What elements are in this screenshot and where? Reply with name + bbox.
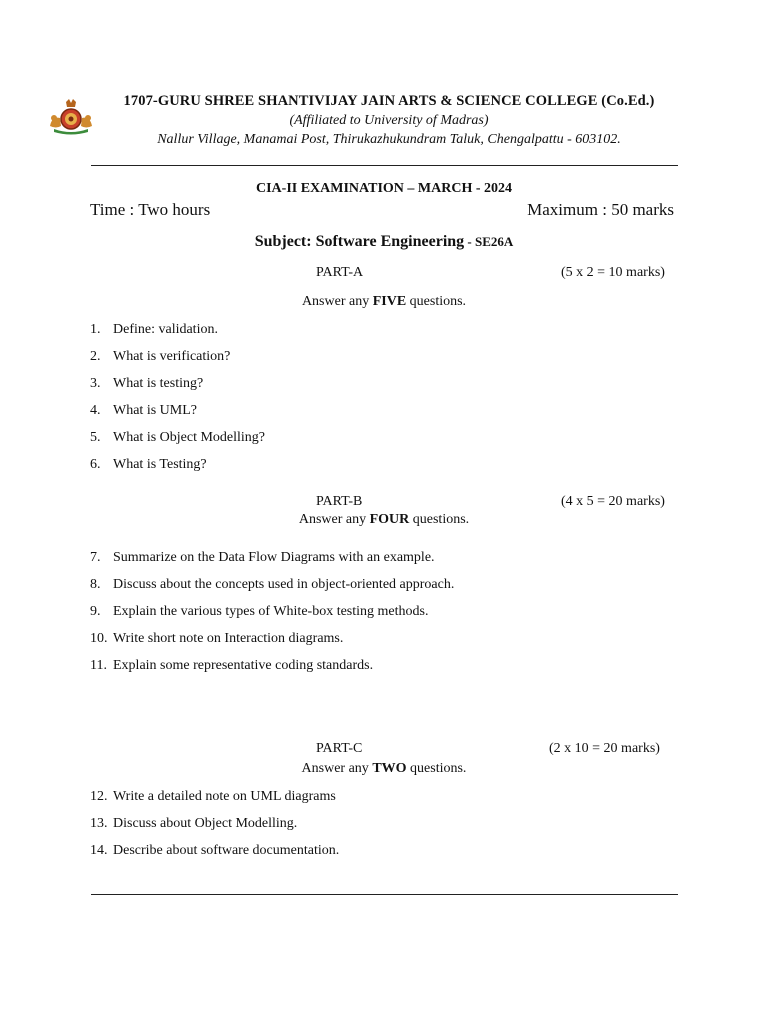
question-number: 4.: [90, 403, 101, 418]
question-8: [90, 577, 454, 593]
question-10: [90, 631, 343, 647]
part-b-instruction: [0, 512, 768, 528]
question-number: 7.: [90, 550, 101, 565]
question-text: Define: validation.: [113, 322, 218, 337]
subject-name: Subject: Software Engineering: [254, 233, 465, 250]
affiliation: (Affiliated to University of Madras): [289, 113, 489, 128]
question-number: 9.: [90, 604, 101, 619]
question-text: Explain some representative coding standards.: [113, 658, 374, 673]
question-text: Summarize on the Data Flow Diagrams with an example.: [113, 550, 435, 565]
instruction-text: Answer any: [301, 294, 373, 309]
exam-duration: Time : Two hours: [90, 200, 211, 219]
question-number: 2.: [90, 349, 101, 364]
instruction-text: questions.: [409, 512, 470, 527]
question-11: [90, 658, 373, 674]
question-text: What is verification?: [113, 349, 231, 364]
question-4: [90, 403, 197, 419]
instruction-text: questions.: [406, 294, 467, 309]
subject-code: SE26A: [475, 234, 514, 249]
part-c-marks: (2 x 10 = 20 marks): [549, 741, 660, 756]
question-number: 1.: [90, 322, 101, 337]
question-text: What is Object Modelling?: [113, 430, 266, 445]
question-13: [90, 816, 297, 832]
question-text: What is Testing?: [113, 457, 207, 472]
part-a-instruction: [0, 294, 768, 310]
question-6: [90, 457, 207, 473]
instruction-count: TWO: [372, 761, 407, 776]
college-address: Nallur Village, Manamai Post, Thirukazhukundram Taluk, Chengalpattu - 603102.: [157, 132, 621, 147]
subject-separator: -: [464, 234, 475, 249]
question-text: Write a detailed note on UML diagrams: [113, 789, 336, 804]
instruction-text: questions.: [406, 761, 467, 776]
part-b-title: PART-B: [316, 494, 363, 509]
exam-title: CIA-II EXAMINATION – MARCH - 2024: [255, 181, 512, 196]
question-9: [90, 604, 428, 620]
question-text: What is testing?: [113, 376, 204, 391]
maximum-marks: Maximum : 50 marks: [527, 200, 674, 219]
part-c-instruction: [0, 761, 768, 777]
question-number: 3.: [90, 376, 101, 391]
question-number: 13.: [90, 816, 108, 831]
part-a-marks: (5 x 2 = 10 marks): [561, 265, 665, 280]
question-2: [90, 349, 230, 365]
question-7: [90, 550, 435, 566]
question-number: 11.: [90, 658, 107, 673]
question-12: [90, 789, 336, 805]
instruction-count: FIVE: [372, 294, 407, 309]
question-number: 8.: [90, 577, 101, 592]
question-text: Discuss about the concepts used in object-oriented approach.: [113, 577, 455, 592]
instruction-count: FOUR: [369, 512, 410, 527]
part-c-title: PART-C: [316, 741, 363, 756]
header-divider: [91, 165, 678, 166]
question-14: [90, 843, 339, 859]
question-text: Describe about software documentation.: [113, 843, 340, 858]
question-5: [90, 430, 265, 446]
footer-divider: [91, 894, 678, 895]
question-number: 6.: [90, 457, 101, 472]
question-text: What is UML?: [113, 403, 197, 418]
subject-line: [0, 233, 768, 251]
question-number: 10.: [90, 631, 108, 646]
instruction-text: Answer any: [301, 761, 373, 776]
question-text: Explain the various types of White-box testing methods.: [113, 604, 429, 619]
question-number: 14.: [90, 843, 108, 858]
question-text: Discuss about Object Modelling.: [113, 816, 298, 831]
question-number: 12.: [90, 789, 108, 804]
question-3: [90, 376, 203, 392]
college-name: 1707-GURU SHREE SHANTIVIJAY JAIN ARTS & SCIENCE COLLEGE (Co.Ed.): [123, 93, 655, 109]
question-number: 5.: [90, 430, 101, 445]
question-1: [90, 322, 218, 338]
instruction-text: Answer any: [298, 512, 370, 527]
question-text: Write short note on Interaction diagrams.: [113, 631, 344, 646]
part-b-marks: (4 x 5 = 20 marks): [561, 494, 665, 509]
part-a-title: PART-A: [316, 265, 364, 280]
